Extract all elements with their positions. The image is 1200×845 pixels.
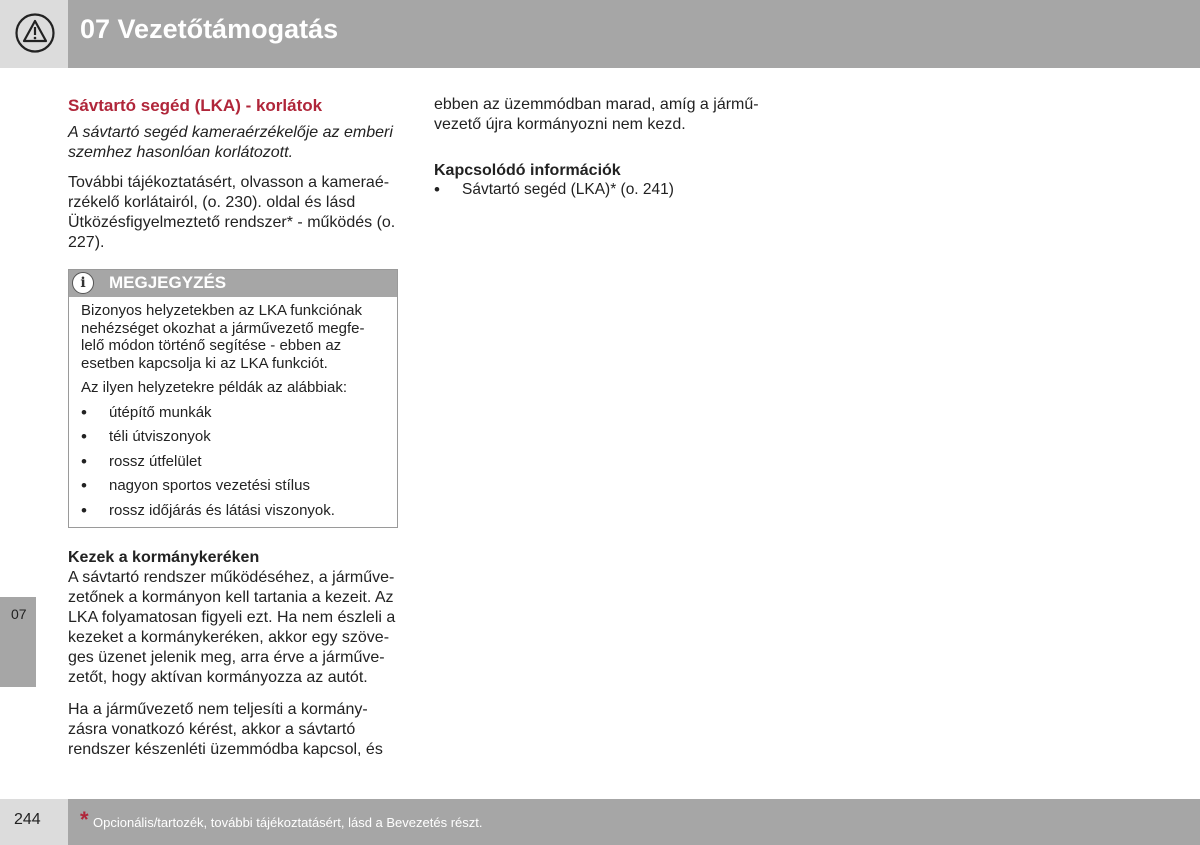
note-box [68,269,398,528]
footnote-star: * [80,807,89,832]
chapter-side-tab-label: 07 [11,606,27,622]
note-header [69,270,397,297]
header-icon-area [0,0,68,68]
note-paragraph-examples: Az ilyen helyzetekre példák az alábbiak: [81,379,347,396]
left-column [68,95,402,760]
section-title: Sávtartó segéd (LKA) - korlátok [68,96,323,115]
list-item: • nagyon sportos vezetési stílus [81,477,385,495]
note-bullet-list [81,404,385,520]
subheading-hands-on-wheel: Kezek a kormánykeréken [68,549,260,566]
list-item: • útépítő munkák [81,404,385,422]
paragraph-more-info: További tájékoztatásért, olvasson a kameraé-rzékelő korlátairól, (o. 230). oldal és lásd Ütközésfigyelmeztető rendszer* - működés (o. 227). [68,174,396,251]
page-number: 244 [14,811,41,828]
list-item: • téli útviszonyok [81,428,385,446]
related-links-list [434,181,774,199]
footer-footnote: Opcionális/tartozék, további tájékoztatásért, lásd a Bevezetés részt. [93,815,483,830]
note-paragraph: Bizonyos helyzetekben az LKA funkciónak nehézséget okozhat a járművezető megfe-lelő módon történő segítése - ebben az esetben kapcsolja ki az LKA funkciót. [81,302,365,372]
warning-triangle-icon [15,13,55,53]
paragraph-standby: Ha a járművezető nem teljesíti a kormány-zásra vonatkozó kérést, akkor a sávtartó rendszer készenléti üzemmódba kapcsol, és [68,701,383,758]
list-item: • rossz időjárás és látási viszonyok. [81,502,385,520]
list-item: • rossz útfelület [81,453,385,471]
section-intro: A sávtartó segéd kameraérzékelője az emberi szemhez hasonlóan korlátozott. [68,124,393,161]
note-heading: MEGJEGYZÉS [109,273,227,292]
paragraph-hands-on-wheel: A sávtartó rendszer működéséhez, a járműve-zetőnek a kormányon kell tartania a kezeit. Az LKA folyamatosan figyeli ezt. Ha nem észleli a kezeket a kormánykeréken, akkor egy szöve-ges üzenet jelenik meg, arra érve a járműve-zetőt, hogy aktívan kormányozza az autót. [68,569,396,686]
chapter-title: 07 Vezetőtámogatás [80,14,339,44]
note-body [69,297,397,527]
info-icon: i [72,272,94,294]
related-link[interactable]: • Sávtartó segéd (LKA)* (o. 241) [434,181,774,199]
header-bar [68,0,1200,68]
right-column [434,95,774,199]
related-info-heading: Kapcsolódó információk [434,162,621,179]
paragraph-standby-continued: ebben az üzemmódban marad, amíg a jármű-vezető újra kormányozni nem kezd. [434,96,759,133]
